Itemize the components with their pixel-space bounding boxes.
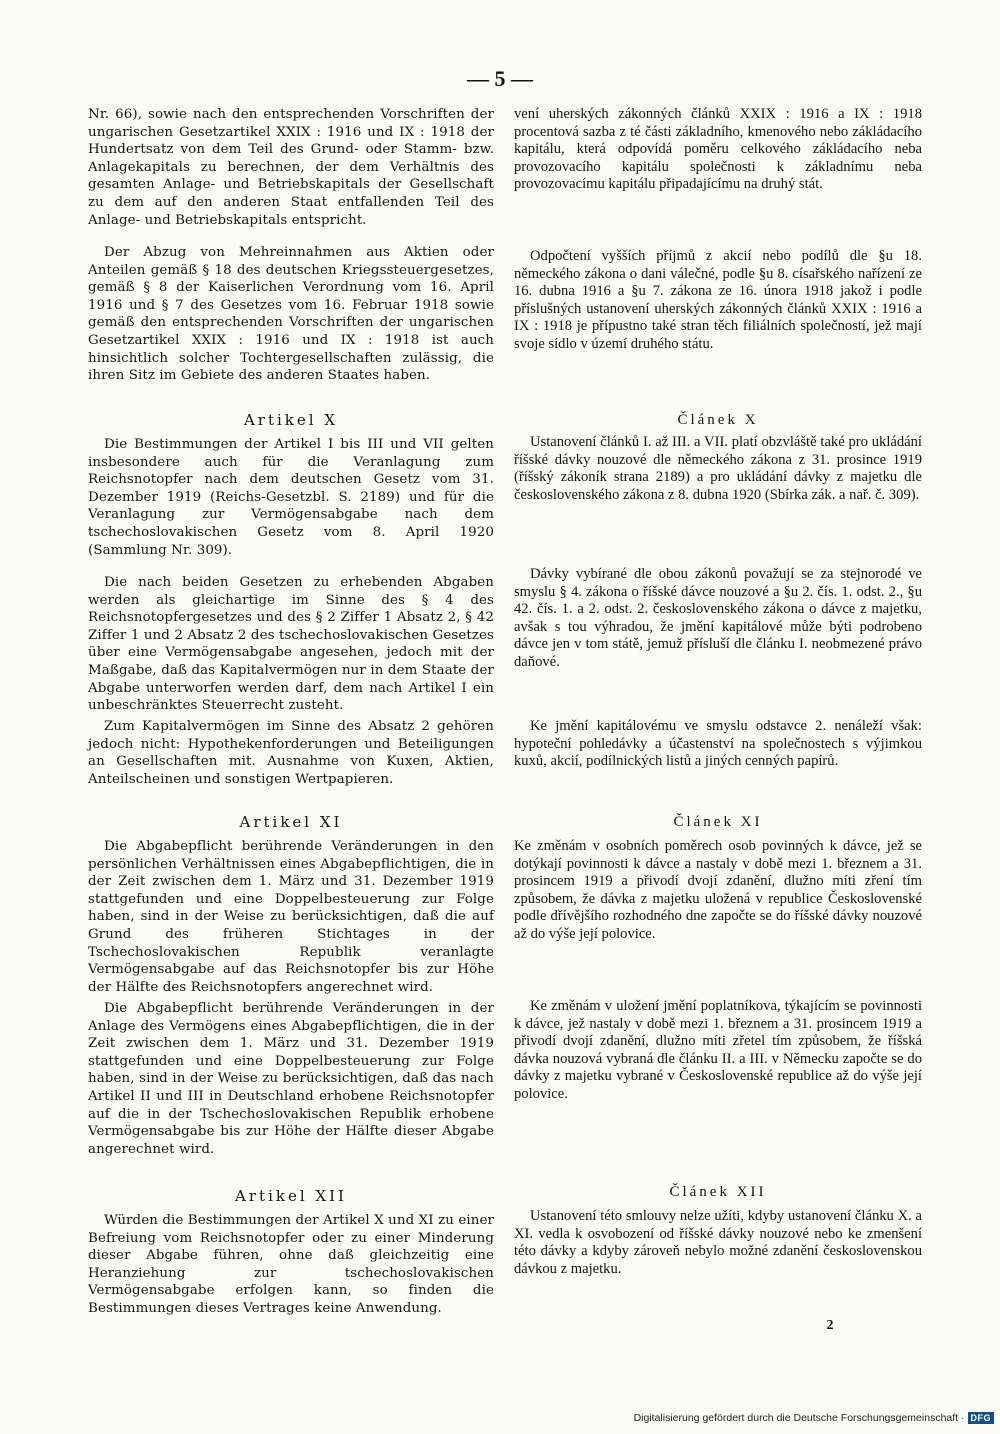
german-heading-artikel-10: Artikel X: [243, 411, 339, 429]
czech-heading-clanek-11: Článek XI: [673, 814, 763, 830]
german-paragraph-1: Nr. 66), sowie nach den entsprechenden Vorschriften der ungarischen Gesetzartikel XXIX : 1916 und IX : 1918 der Hundertsatz von dem Teil des Grund- oder Stamm- bzw. Anlagekapitals zu berechnen, der dem Verhältnis des gesamten Anlage- und Betriebskapitals der Gesellschaft zu dem auf den anderen Staat entfallenden Teil des Anlage- und Betriebskapitals entspricht.: [88, 107, 494, 228]
german-heading-artikel-11: Artikel XI: [239, 813, 343, 831]
german-paragraph-3: Die Bestimmungen der Artikel I bis III und VII gelten insbesondere auch für die Veranlagung zum Reichsnotopfer nach dem deutschen Gesetz vom 31. Dezember 1919 (Reichs-Gesetzbl. S. 2189) und für die Veranlagung zur Vermögensabgabe nach dem tschechoslovakischen Gesetz vom 8. April 1920 (Sammlung Nr. 309).: [88, 437, 494, 558]
german-paragraph-8: Würden die Bestimmungen der Artikel X und XI zu einer Befreiung vom Reichsnotopfer oder zu einer Minderung dieser Abgabe führen, ohne daß gleichzeitig eine Heranziehung zur tschechoslovakischen Vermögensabgabe erfolgen kann, so finden die Bestimmungen dieses Vertrages keine Anwendung.: [88, 1213, 494, 1316]
czech-heading-clanek-12: Článek XII: [669, 1184, 767, 1200]
czech-paragraph-1: vení uherských zákonných článků XXIX : 1916 a IX : 1918 procentová sazba z té části základního, kmenového nebo zákládacího kapitálu, která odpovídá poměru celkového zákládacího neba provozovacího kapitálu společnosti k základnímu neba provozovacímu kapitálu připadajícímu na druhý stát.: [514, 106, 922, 192]
footer-text: Digitalisierung gefördert durch die Deutsche Forschungsgemeinschaft ·: [633, 1412, 965, 1424]
sheet-signature-mark: 2: [826, 1318, 834, 1333]
german-heading-artikel-12: Artikel XII: [235, 1187, 347, 1205]
dfg-logo-icon: DFG: [968, 1412, 995, 1424]
german-paragraph-7: Die Abgabepflicht berührende Veränderungen in der Anlage des Vermögens eines Abgabepflichtigen, die in der Zeit zwischen dem 1. März und 31. Dezember 1919 stattgefunden und eine Doppelbesteuerung zur Folge haben, sind in der Weise zu berücksichtigen, daß das nach Artikel II und III in Deutschland erhobene Reichsnotopfer auf die in der Tschechoslovakischen Republik erhobene Vermögensabgabe bis zur Höhe der Hälfte dieser Abgabe angerechnet wird.: [88, 1001, 494, 1157]
czech-paragraph-7: Ke změnám v uložení jmění poplatníkova, týkajícím se povinnosti k dávce, jež nastaly v době mezi 1. březnem a 31. prosincem 1919 a přivodí dvojí zdanění, dlužno míti zřetel tím způsobem, že říšská dávka nouzová vybraná dle článku II. a III. v Německu započte se do dávky z majetku vybrané v Československé republice až do výše její polovice.: [514, 998, 922, 1102]
czech-paragraph-6: Ke změnám v osobních poměrech osob povinných k dávce, jež se dotýkají povinnosti k dávce a nastaly v době mezi 1. březnem a 31. prosincem 1919 a přivodí dvojí zdanění, dlužno míti zření tím způsobem, že dávka z majetku uložená v republice Československé podle dřívějšího rozhodného dne započte se do říšské dávky nouzové až do výše její polovice.: [514, 838, 922, 942]
czech-paragraph-4: Dávky vybírané dle obou zákonů považují se za stejnorodé ve smyslu § 4. zákona o říšské dávce nouzové a §u 2. čís. 1. odst. 2., §u 42. čís. 1. a 2. odst. 2. československého zákona o dávce z majetku, avšak s tou výhradou, že jmění kapitálové může býti podrobeno dávce jen v tom státě, jemuž přísluší dle článku I. neobmezené právo daňové.: [514, 566, 922, 670]
czech-paragraph-3: Ustanovení článků I. až III. a VII. platí obzvláště také pro ukládání říšské dávky nouzové dle německého zákona z 31. prosince 1919 (říšský zákoník strana 2189) a pro ukládání dávky z majetku dle československého zákona z 8. dubna 1920 (Sbírka zák. a nař. č. 309).: [514, 434, 922, 503]
page-number: — 5 —: [467, 66, 533, 91]
german-paragraph-6: Die Abgabepflicht berührende Veränderungen in den persönlichen Verhältnissen eines Abgabepflichtigen, die in der Zeit zwischen dem 1. März und 31. Dezember 1919 stattgefunden und eine Doppelbesteuerung zur Folge haben, sind in der Weise zu berücksichtigen, daß die auf Grund des früheren Stichtages in der Tschechoslovakischen Republik veranlagte Vermögensabgabe auf das Reichsnotopfer bis zur Höhe der Hälfte des Reichsnotopfers angerechnet wird.: [88, 839, 494, 995]
czech-paragraph-8: Ustanovení této smlouvy nelze užíti, kdyby ustanovení článku X. a XI. vedla k osvobození od říšské dávky nouzové nebo ke zmenšení této dávky a kdyby zároveň nebylo možné zdanění československou dávkou z majetku.: [514, 1208, 922, 1277]
german-paragraph-4: Die nach beiden Gesetzen zu erhebenden Abgaben werden als gleichartige im Sinne des § 4 des Reichsnotopfergesetzes und des § 2 Ziffer 1 Absatz 2, § 42 Ziffer 1 und 2 Absatz 2 des tschechoslovakischen Gesetzes über eine Vermögensabgabe angesehen, jedoch mit der Maßgabe, daß das Kapitalvermögen nur in dem Staate der Abgabe unterworfen werden darf, dem nach Artikel I ein unbeschränktes Steuerrecht zusteht.: [88, 575, 494, 714]
digitization-footer: [634, 1412, 994, 1424]
czech-heading-clanek-10: Článek X: [677, 412, 759, 428]
czech-paragraph-2: Odpočtení vyšších příjmů z akcií nebo podílů dle §u 18. německého zákona o dani válečné, podle §u 8. císařského nařízení ze 16. dubna 1916 a §u 7. zákona ze 16. února 1918 jakož i podle příslušných ustanovení uherských zákonných článků XXIX : 1916 a IX : 1918 je přípustno také stran těch filiálních společností, jež mají svoje sídlo v území druhého státu.: [514, 248, 922, 352]
czech-paragraph-5: Ke jmění kapitálovému ve smyslu odstavce 2. nenáleží však: hypoteční pohledávky a účastenství na společnostech s výjimkou kuxů, akcií, podílnických listů a jiných cenných papírů.: [514, 718, 922, 769]
german-paragraph-2: Der Abzug von Mehreinnahmen aus Aktien oder Anteilen gemäß § 18 des deutschen Kriegssteuergesetzes, gemäß § 8 der Kaiserlichen Verordnung vom 16. April 1916 und § 7 des Gesetzes vom 16. Februar 1918 sowie gemäß den entsprechenden Vorschriften der ungarischen Gesetzartikel XXIX : 1916 und IX : 1918 ist auch hinsichtlich solcher Tochtergesellschaften zulässig, die ihren Sitz im Gebiete des anderen Staates haben.: [88, 245, 494, 384]
german-paragraph-5: Zum Kapitalvermögen im Sinne des Absatz 2 gehören jedoch nicht: Hypothekenforderungen und Beteiligungen an Gesellschaften mit. Ausnahme von Kuxen, Aktien, Anteilscheinen und sonstigen Wertpapieren.: [88, 719, 494, 787]
